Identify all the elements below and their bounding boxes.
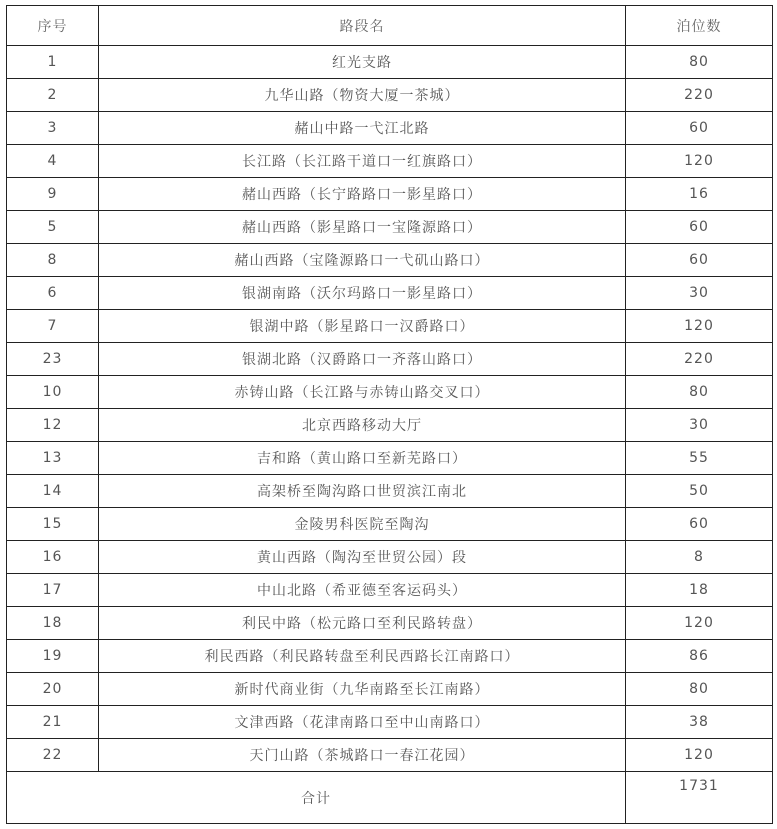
table-row bbox=[7, 442, 773, 475]
cell-serial-number: 22 bbox=[7, 739, 99, 772]
cell-serial-number: 12 bbox=[7, 409, 99, 442]
cell-parking-count: 120 bbox=[626, 739, 773, 772]
cell-serial-number: 2 bbox=[7, 79, 99, 112]
cell-serial-number: 13 bbox=[7, 442, 99, 475]
cell-road-section-name: 新时代商业街（九华南路至长江南路） bbox=[99, 673, 626, 706]
table-row bbox=[7, 673, 773, 706]
cell-parking-count: 120 bbox=[626, 145, 773, 178]
cell-serial-number: 14 bbox=[7, 475, 99, 508]
header-parking-count: 泊位数 bbox=[626, 6, 773, 46]
cell-serial-number: 18 bbox=[7, 607, 99, 640]
table-row bbox=[7, 79, 773, 112]
table-row bbox=[7, 574, 773, 607]
cell-parking-count: 55 bbox=[626, 442, 773, 475]
cell-road-section-name: 赭山西路（长宁路路口一影星路口） bbox=[99, 178, 626, 211]
cell-parking-count: 60 bbox=[626, 508, 773, 541]
cell-parking-count: 80 bbox=[626, 376, 773, 409]
table-row bbox=[7, 706, 773, 739]
table-row bbox=[7, 343, 773, 376]
table-row bbox=[7, 145, 773, 178]
cell-serial-number: 23 bbox=[7, 343, 99, 376]
cell-serial-number: 15 bbox=[7, 508, 99, 541]
table-row bbox=[7, 211, 773, 244]
cell-serial-number: 19 bbox=[7, 640, 99, 673]
cell-parking-count: 220 bbox=[626, 343, 773, 376]
cell-parking-count: 30 bbox=[626, 409, 773, 442]
cell-parking-count: 220 bbox=[626, 79, 773, 112]
cell-serial-number: 1 bbox=[7, 46, 99, 79]
table-header-row bbox=[7, 6, 773, 46]
cell-serial-number: 10 bbox=[7, 376, 99, 409]
table-row bbox=[7, 508, 773, 541]
cell-road-section-name: 高架桥至陶沟路口世贸滨江南北 bbox=[99, 475, 626, 508]
table-row bbox=[7, 475, 773, 508]
cell-parking-count: 60 bbox=[626, 112, 773, 145]
table-body bbox=[7, 46, 773, 824]
cell-serial-number: 9 bbox=[7, 178, 99, 211]
cell-serial-number: 16 bbox=[7, 541, 99, 574]
cell-parking-count: 120 bbox=[626, 310, 773, 343]
cell-parking-count: 120 bbox=[626, 607, 773, 640]
parking-table-container bbox=[6, 5, 772, 824]
table-row bbox=[7, 310, 773, 343]
table-row bbox=[7, 541, 773, 574]
cell-road-section-name: 利民西路（利民路转盘至利民西路长江南路口） bbox=[99, 640, 626, 673]
cell-parking-count: 38 bbox=[626, 706, 773, 739]
header-serial-number: 序号 bbox=[7, 6, 99, 46]
cell-parking-count: 18 bbox=[626, 574, 773, 607]
cell-road-section-name: 赭山西路（宝隆源路口一弋矶山路口） bbox=[99, 244, 626, 277]
cell-parking-count: 60 bbox=[626, 211, 773, 244]
cell-road-section-name: 银湖中路（影星路口一汉爵路口） bbox=[99, 310, 626, 343]
parking-spaces-table bbox=[6, 5, 773, 824]
cell-road-section-name: 银湖北路（汉爵路口一齐落山路口） bbox=[99, 343, 626, 376]
cell-serial-number: 3 bbox=[7, 112, 99, 145]
header-road-section-name: 路段名 bbox=[99, 6, 626, 46]
table-row bbox=[7, 376, 773, 409]
cell-road-section-name: 黄山西路（陶沟至世贸公园）段 bbox=[99, 541, 626, 574]
cell-road-section-name: 北京西路移动大厅 bbox=[99, 409, 626, 442]
table-row bbox=[7, 112, 773, 145]
cell-road-section-name: 红光支路 bbox=[99, 46, 626, 79]
table-row bbox=[7, 277, 773, 310]
cell-road-section-name: 赤铸山路（长江路与赤铸山路交叉口） bbox=[99, 376, 626, 409]
table-row bbox=[7, 409, 773, 442]
cell-parking-count: 86 bbox=[626, 640, 773, 673]
table-row bbox=[7, 607, 773, 640]
cell-road-section-name: 赭山西路（影星路口一宝隆源路口） bbox=[99, 211, 626, 244]
cell-parking-count: 50 bbox=[626, 475, 773, 508]
cell-serial-number: 6 bbox=[7, 277, 99, 310]
cell-parking-count: 30 bbox=[626, 277, 773, 310]
cell-serial-number: 21 bbox=[7, 706, 99, 739]
cell-road-section-name: 金陵男科医院至陶沟 bbox=[99, 508, 626, 541]
cell-road-section-name: 文津西路（花津南路口至中山南路口） bbox=[99, 706, 626, 739]
cell-total-count: 1731 bbox=[626, 772, 773, 824]
cell-serial-number: 17 bbox=[7, 574, 99, 607]
cell-road-section-name: 利民中路（松元路口至利民路转盘） bbox=[99, 607, 626, 640]
cell-total-label: 合计 bbox=[7, 772, 626, 824]
cell-road-section-name: 九华山路（物资大厦一茶城） bbox=[99, 79, 626, 112]
cell-parking-count: 80 bbox=[626, 673, 773, 706]
cell-road-section-name: 银湖南路（沃尔玛路口一影星路口） bbox=[99, 277, 626, 310]
cell-road-section-name: 长江路（长江路干道口一红旗路口） bbox=[99, 145, 626, 178]
cell-road-section-name: 吉和路（黄山路口至新芜路口） bbox=[99, 442, 626, 475]
cell-serial-number: 5 bbox=[7, 211, 99, 244]
cell-serial-number: 7 bbox=[7, 310, 99, 343]
cell-road-section-name: 中山北路（希亚德至客运码头） bbox=[99, 574, 626, 607]
cell-parking-count: 8 bbox=[626, 541, 773, 574]
table-total-row bbox=[7, 772, 773, 824]
cell-parking-count: 16 bbox=[626, 178, 773, 211]
table-row bbox=[7, 178, 773, 211]
table-row bbox=[7, 46, 773, 79]
cell-serial-number: 4 bbox=[7, 145, 99, 178]
cell-serial-number: 20 bbox=[7, 673, 99, 706]
table-row bbox=[7, 244, 773, 277]
cell-road-section-name: 天门山路（茶城路口一春江花园） bbox=[99, 739, 626, 772]
table-row bbox=[7, 640, 773, 673]
cell-serial-number: 8 bbox=[7, 244, 99, 277]
cell-road-section-name: 赭山中路一弋江北路 bbox=[99, 112, 626, 145]
cell-parking-count: 80 bbox=[626, 46, 773, 79]
cell-parking-count: 60 bbox=[626, 244, 773, 277]
table-row bbox=[7, 739, 773, 772]
